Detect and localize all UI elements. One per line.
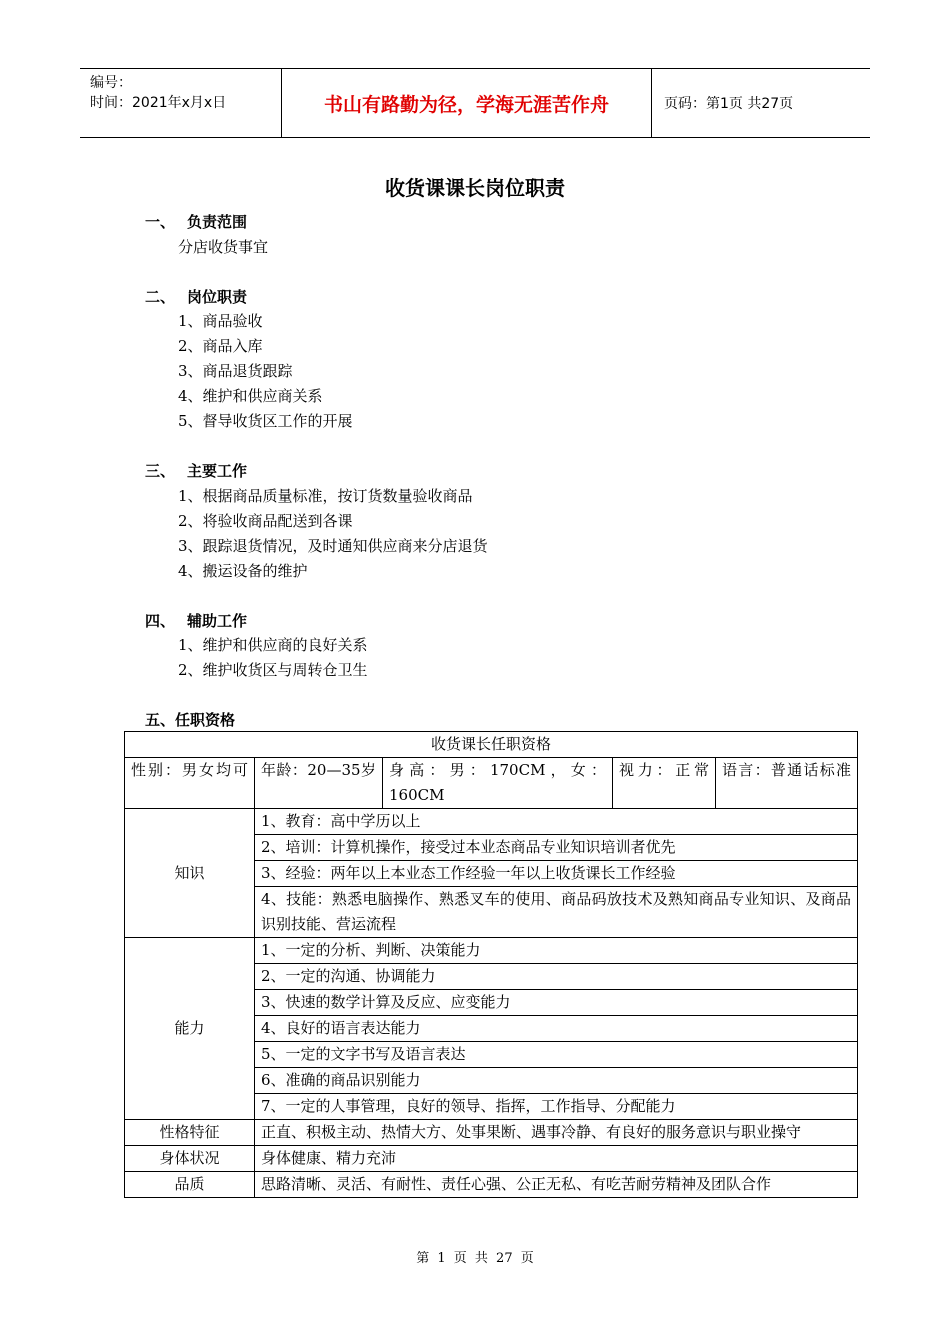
knowledge-label: 知识 — [125, 809, 255, 938]
personality-value: 正直、积极主动、热情大方、处事果断、遇事冷静、有良好的服务意识与职业操守 — [255, 1120, 858, 1146]
list-item: 2、将验收商品配送到各课 — [178, 512, 353, 530]
ability-item: 3、快速的数学计算及反应、应变能力 — [255, 990, 858, 1016]
ability-item: 6、准确的商品识别能力 — [255, 1068, 858, 1094]
ability-item: 4、良好的语言表达能力 — [255, 1016, 858, 1042]
height-cell: 身高：男：170CM，女：160CM — [383, 758, 613, 809]
health-value: 身体健康、精力充沛 — [255, 1146, 858, 1172]
knowledge-item: 1、教育：高中学历以上 — [255, 809, 858, 835]
section-heading — [145, 460, 247, 481]
qualification-table — [124, 731, 858, 1198]
table-row — [125, 758, 858, 809]
ability-item: 7、一定的人事管理，良好的领导、指挥，工作指导、分配能力 — [255, 1094, 858, 1120]
section-number: 二、 — [145, 288, 176, 306]
table-row — [125, 732, 858, 758]
section-title: 主要工作 — [187, 462, 248, 480]
table-row — [125, 809, 858, 835]
gender-cell: 性别：男女均可 — [125, 758, 255, 809]
vision-cell: 视力：正常 — [613, 758, 716, 809]
section-heading — [145, 286, 247, 307]
knowledge-item: 4、技能：熟悉电脑操作、熟悉叉车的使用、商品码放技术及熟知商品专业知识、及商品识别技能、营运流程 — [255, 887, 858, 938]
list-item: 5、督导收货区工作的开展 — [178, 412, 353, 430]
section-heading — [145, 709, 235, 730]
section-number: 三、 — [145, 462, 176, 480]
list-item: 3、跟踪退货情况，及时通知供应商来分店退货 — [178, 537, 488, 555]
list-item: 分店收货事宜 — [178, 238, 269, 256]
quality-label: 品质 — [125, 1172, 255, 1198]
section-heading — [145, 610, 247, 631]
list-item: 4、搬运设备的维护 — [178, 562, 308, 580]
knowledge-item: 3、经验：两年以上本业态工作经验一年以上收货课长工作经验 — [255, 861, 858, 887]
section-title: 岗位职责 — [187, 288, 248, 306]
table-caption: 收货课长任职资格 — [125, 732, 858, 758]
list-item: 1、商品验收 — [178, 312, 263, 330]
age-cell: 年龄：20—35岁 — [255, 758, 383, 809]
ability-item: 5、一定的文字书写及语言表达 — [255, 1042, 858, 1068]
list-item: 4、维护和供应商关系 — [178, 387, 323, 405]
table-row — [125, 1172, 858, 1198]
knowledge-item: 2、培训：计算机操作，接受过本业态商品专业知识培训者优先 — [255, 835, 858, 861]
list-item: 3、商品退货跟踪 — [178, 362, 293, 380]
header-motto: 书山有路勤为径，学海无涯苦作舟 — [282, 69, 652, 137]
list-item: 1、根据商品质量标准，按订货数量验收商品 — [178, 487, 473, 505]
table-row — [125, 1146, 858, 1172]
page-header — [80, 68, 870, 138]
list-item: 2、维护收货区与周转仓卫生 — [178, 661, 368, 679]
section-title: 辅助工作 — [187, 612, 248, 630]
list-item: 1、维护和供应商的良好关系 — [178, 636, 368, 654]
ability-label: 能力 — [125, 938, 255, 1120]
time-label: 时间：2021年x月x日 — [90, 95, 227, 111]
header-page-info: 页码：第1页 共27页 — [664, 96, 794, 112]
section-heading — [145, 211, 247, 232]
number-label: 编号： — [90, 75, 132, 91]
header-meta — [80, 69, 282, 137]
language-cell: 语言：普通话标准 — [716, 758, 858, 809]
health-label: 身体状况 — [125, 1146, 255, 1172]
page-footer: 第 1 页 共 27 页 — [416, 1251, 534, 1266]
section-title: 五、任职资格 — [145, 711, 236, 729]
personality-label: 性格特征 — [125, 1120, 255, 1146]
section-number: 一、 — [145, 213, 176, 231]
ability-item: 2、一定的沟通、协调能力 — [255, 964, 858, 990]
section-title: 负责范围 — [187, 213, 248, 231]
document-title: 收货课课长岗位职责 — [385, 176, 565, 200]
table-row — [125, 938, 858, 964]
table-row — [125, 1120, 858, 1146]
section-number: 四、 — [145, 612, 176, 630]
list-item: 2、商品入库 — [178, 337, 263, 355]
ability-item: 1、一定的分析、判断、决策能力 — [255, 938, 858, 964]
quality-value: 思路清晰、灵活、有耐性、责任心强、公正无私、有吃苦耐劳精神及团队合作 — [255, 1172, 858, 1198]
